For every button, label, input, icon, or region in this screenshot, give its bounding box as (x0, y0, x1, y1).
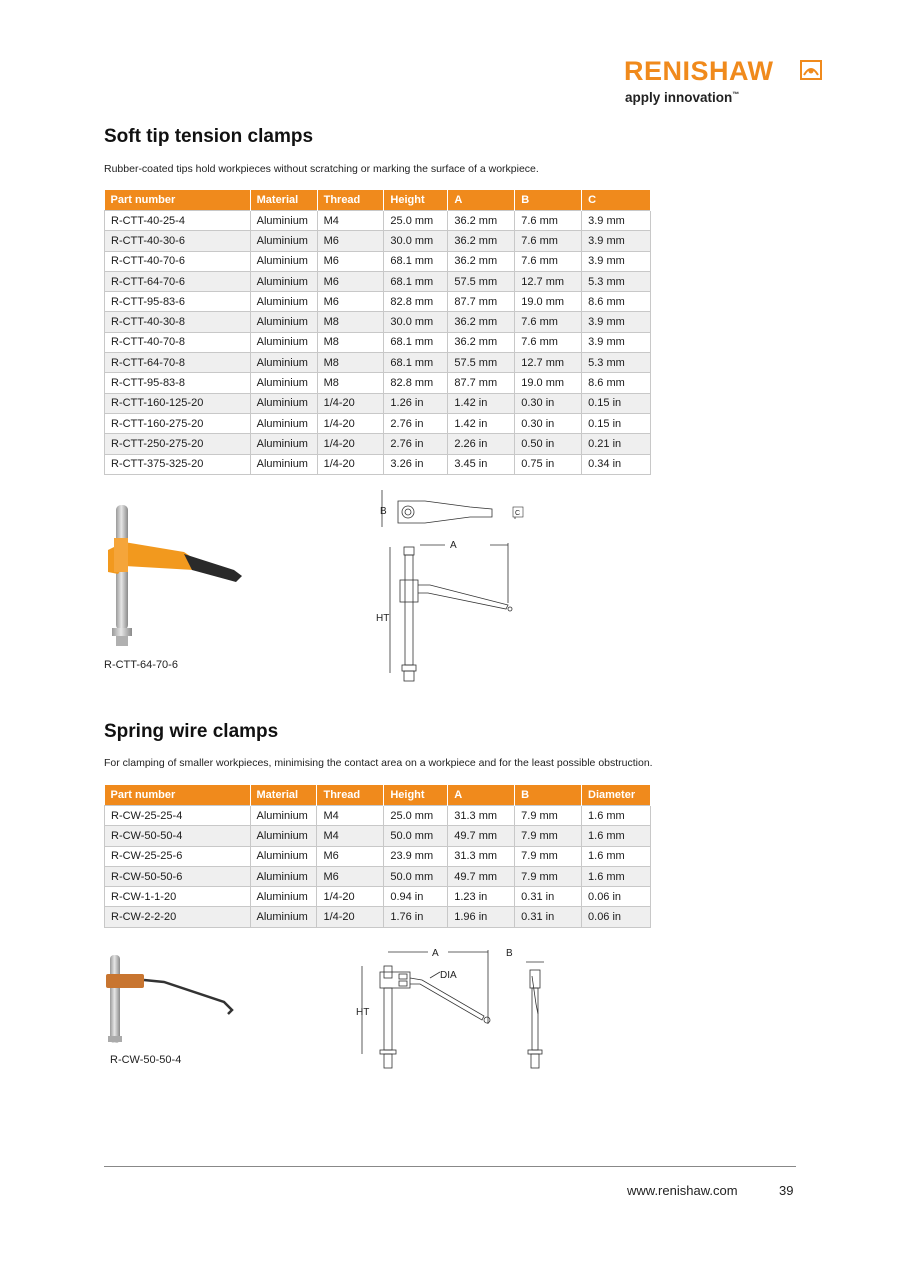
table-cell: 68.1 mm (384, 271, 448, 291)
table-cell: R-CTT-375-325-20 (105, 454, 251, 474)
table-cell: R-CW-50-50-6 (105, 866, 251, 886)
table-cell: 0.94 in (384, 887, 448, 907)
soft-tip-clamp-photo (104, 500, 249, 655)
table-cell: 1.6 mm (582, 806, 651, 826)
column-header: Thread (317, 190, 384, 211)
table-cell: 0.15 in (582, 393, 651, 413)
table-cell: 1/4-20 (317, 907, 384, 927)
soft-tip-clamp-dimension-diagram (370, 485, 530, 690)
table-row (105, 353, 651, 373)
spring-wire-clamp-dimension-diagram (350, 944, 560, 1074)
table-cell: 23.9 mm (384, 846, 448, 866)
table-row (105, 907, 651, 927)
table-cell: 1.6 mm (582, 846, 651, 866)
table-cell: 36.2 mm (448, 312, 515, 332)
table-cell: R-CTT-250-275-20 (105, 434, 251, 454)
table-cell: 57.5 mm (448, 271, 515, 291)
photo-caption-spring-wire: R-CW-50-50-4 (110, 1054, 182, 1066)
table-cell: Aluminium (250, 826, 317, 846)
column-header: Part number (105, 190, 251, 211)
table-cell: M6 (317, 866, 384, 886)
table-cell: R-CTT-64-70-6 (105, 271, 251, 291)
table-cell: 49.7 mm (448, 866, 515, 886)
table-row (105, 434, 651, 454)
table-cell: 0.31 in (515, 907, 582, 927)
table-cell: 57.5 mm (448, 353, 515, 373)
table-cell: 0.21 in (582, 434, 651, 454)
column-header: Part number (105, 785, 251, 806)
table-cell: Aluminium (250, 211, 317, 231)
table-cell: 0.06 in (582, 887, 651, 907)
footer-divider (104, 1166, 796, 1167)
table-cell: 36.2 mm (448, 251, 515, 271)
table-cell: M4 (317, 211, 384, 231)
table-cell: 1.76 in (384, 907, 448, 927)
table-cell: 36.2 mm (448, 211, 515, 231)
table-cell: Aluminium (250, 373, 317, 393)
table-cell: 7.9 mm (515, 826, 582, 846)
table-cell: 12.7 mm (515, 271, 582, 291)
brand-tagline: apply innovation™ (625, 90, 740, 105)
table-cell: Aluminium (250, 312, 317, 332)
table-cell: 7.6 mm (515, 312, 582, 332)
table-row (105, 887, 651, 907)
diagram2-label-ht: HT (356, 1007, 370, 1018)
table-cell: 1/4-20 (317, 454, 384, 474)
table-cell: M8 (317, 332, 384, 352)
table-cell: 1.26 in (384, 393, 448, 413)
table-cell: 8.6 mm (582, 292, 651, 312)
table-row (105, 231, 651, 251)
table-cell: 7.6 mm (515, 211, 582, 231)
table-cell: Aluminium (250, 846, 317, 866)
table-cell: Aluminium (250, 393, 317, 413)
table-row (105, 826, 651, 846)
table-cell: 1.6 mm (582, 866, 651, 886)
table-cell: 7.9 mm (515, 846, 582, 866)
table-row (105, 211, 651, 231)
column-header: A (448, 190, 515, 211)
table-cell: R-CTT-40-70-6 (105, 251, 251, 271)
table-cell: M6 (317, 251, 384, 271)
table-cell: 1.42 in (448, 413, 515, 433)
table-cell: 31.3 mm (448, 806, 515, 826)
table-cell: 1/4-20 (317, 434, 384, 454)
table-cell: 1/4-20 (317, 887, 384, 907)
table-cell: Aluminium (250, 907, 317, 927)
table-cell: 7.9 mm (515, 866, 582, 886)
table-cell: R-CTT-160-275-20 (105, 413, 251, 433)
page-number: 39 (779, 1183, 794, 1198)
table-cell: Aluminium (250, 434, 317, 454)
column-header: Height (384, 190, 448, 211)
diagram2-label-a: A (432, 948, 439, 959)
brand-logo: RENISHAW (624, 56, 774, 86)
table-row (105, 251, 651, 271)
table-cell: 49.7 mm (448, 826, 515, 846)
section-description-spring-wire: For clamping of smaller workpieces, minimising the contact area on a workpiece and for the least possible obstruction. (104, 757, 653, 769)
table-cell: 1.96 in (448, 907, 515, 927)
renishaw-symbol-icon (800, 60, 822, 80)
diagram2-label-b: B (506, 948, 513, 959)
column-header: Thread (317, 785, 384, 806)
table-cell: 1.42 in (448, 393, 515, 413)
table-row (105, 866, 651, 886)
table-cell: Aluminium (250, 231, 317, 251)
table-cell: 3.9 mm (582, 211, 651, 231)
table-cell: 12.7 mm (515, 353, 582, 373)
table-cell: 3.26 in (384, 454, 448, 474)
column-header: B (515, 190, 582, 211)
table-cell: 7.9 mm (515, 806, 582, 826)
table-cell: 3.9 mm (582, 231, 651, 251)
table-cell: R-CTT-40-30-8 (105, 312, 251, 332)
table-cell: 36.2 mm (448, 332, 515, 352)
table-cell: 0.30 in (515, 413, 582, 433)
table-cell: 1.6 mm (582, 826, 651, 846)
table-cell: Aluminium (250, 413, 317, 433)
column-header: Height (384, 785, 448, 806)
table-cell: 0.50 in (515, 434, 582, 454)
table-cell: R-CW-1-1-20 (105, 887, 251, 907)
table-row (105, 413, 651, 433)
table-cell: 5.3 mm (582, 271, 651, 291)
table-cell: 31.3 mm (448, 846, 515, 866)
table-cell: Aluminium (250, 806, 317, 826)
column-header: Material (250, 190, 317, 211)
table-cell: Aluminium (250, 271, 317, 291)
spring-wire-clamps-table (104, 785, 651, 928)
table-cell: 82.8 mm (384, 373, 448, 393)
diagram2-label-dia: DIA (440, 970, 457, 981)
table-cell: 25.0 mm (384, 806, 448, 826)
table-cell: 2.26 in (448, 434, 515, 454)
table-cell: 1/4-20 (317, 393, 384, 413)
table-cell: 2.76 in (384, 434, 448, 454)
diagram1-label-a: A (450, 540, 457, 551)
table-cell: 0.34 in (582, 454, 651, 474)
table-row (105, 846, 651, 866)
table-cell: 1/4-20 (317, 413, 384, 433)
table-cell: 68.1 mm (384, 251, 448, 271)
spring-wire-clamp-photo (104, 950, 244, 1050)
table-cell: 3.45 in (448, 454, 515, 474)
table-cell: 68.1 mm (384, 353, 448, 373)
table-cell: 87.7 mm (448, 373, 515, 393)
table-cell: 8.6 mm (582, 373, 651, 393)
section-title-spring-wire: Spring wire clamps (104, 721, 279, 742)
table-cell: 68.1 mm (384, 332, 448, 352)
table-cell: R-CW-25-25-4 (105, 806, 251, 826)
table-row (105, 454, 651, 474)
column-header: A (448, 785, 515, 806)
table-cell: 3.9 mm (582, 251, 651, 271)
table-cell: 7.6 mm (515, 231, 582, 251)
table-row (105, 271, 651, 291)
table-cell: M8 (317, 312, 384, 332)
column-header: B (515, 785, 582, 806)
table-cell: M6 (317, 231, 384, 251)
footer-url[interactable]: www.renishaw.com (627, 1183, 738, 1198)
table-cell: M6 (317, 846, 384, 866)
table-cell: R-CTT-40-70-8 (105, 332, 251, 352)
section-title-soft-tip: Soft tip tension clamps (104, 126, 314, 147)
table-cell: 3.9 mm (582, 332, 651, 352)
table-cell: 87.7 mm (448, 292, 515, 312)
section-description-soft-tip: Rubber-coated tips hold workpieces without scratching or marking the surface of a workpiece. (104, 163, 539, 175)
table-cell: 1.23 in (448, 887, 515, 907)
table-row (105, 393, 651, 413)
table-cell: M4 (317, 826, 384, 846)
diagram1-label-ht: HT (376, 613, 390, 624)
table-cell: 0.30 in (515, 393, 582, 413)
table-row (105, 332, 651, 352)
table-cell: R-CW-25-25-6 (105, 846, 251, 866)
table-cell: 2.76 in (384, 413, 448, 433)
table-cell: 0.75 in (515, 454, 582, 474)
table-cell: 30.0 mm (384, 312, 448, 332)
table-row (105, 373, 651, 393)
table-cell: M8 (317, 353, 384, 373)
table-cell: Aluminium (250, 332, 317, 352)
table-cell: 19.0 mm (515, 292, 582, 312)
table-cell: Aluminium (250, 292, 317, 312)
table-cell: R-CTT-40-25-4 (105, 211, 251, 231)
table-cell: 7.6 mm (515, 332, 582, 352)
table-cell: Aluminium (250, 251, 317, 271)
table-cell: Aluminium (250, 353, 317, 373)
table-cell: 25.0 mm (384, 211, 448, 231)
soft-tip-clamps-table (104, 190, 651, 475)
table-cell: R-CTT-95-83-6 (105, 292, 251, 312)
diagram1-label-b: B (380, 506, 387, 517)
table-cell: 0.06 in (582, 907, 651, 927)
table-cell: 0.31 in (515, 887, 582, 907)
table-cell: R-CW-50-50-4 (105, 826, 251, 846)
table-cell: Aluminium (250, 887, 317, 907)
diagram1-label-c: C (515, 510, 521, 517)
table-cell: R-CTT-64-70-8 (105, 353, 251, 373)
table-cell: R-CTT-95-83-8 (105, 373, 251, 393)
table-cell: M4 (317, 806, 384, 826)
column-header: C (582, 190, 651, 211)
table-cell: R-CTT-40-30-6 (105, 231, 251, 251)
column-header: Diameter (582, 785, 651, 806)
table-cell: M6 (317, 292, 384, 312)
column-header: Material (250, 785, 317, 806)
table-cell: 50.0 mm (384, 866, 448, 886)
table-cell: M8 (317, 373, 384, 393)
table-cell: 5.3 mm (582, 353, 651, 373)
table-cell: 82.8 mm (384, 292, 448, 312)
table-cell: 19.0 mm (515, 373, 582, 393)
table-row (105, 312, 651, 332)
table-cell: 0.15 in (582, 413, 651, 433)
table-cell: 7.6 mm (515, 251, 582, 271)
table-cell: 36.2 mm (448, 231, 515, 251)
table-row (105, 292, 651, 312)
table-cell: R-CTT-160-125-20 (105, 393, 251, 413)
table-cell: M6 (317, 271, 384, 291)
photo-caption-soft-tip: R-CTT-64-70-6 (104, 659, 178, 671)
table-cell: R-CW-2-2-20 (105, 907, 251, 927)
table-cell: 30.0 mm (384, 231, 448, 251)
table-cell: Aluminium (250, 454, 317, 474)
table-cell: Aluminium (250, 866, 317, 886)
table-cell: 50.0 mm (384, 826, 448, 846)
table-row (105, 806, 651, 826)
table-cell: 3.9 mm (582, 312, 651, 332)
